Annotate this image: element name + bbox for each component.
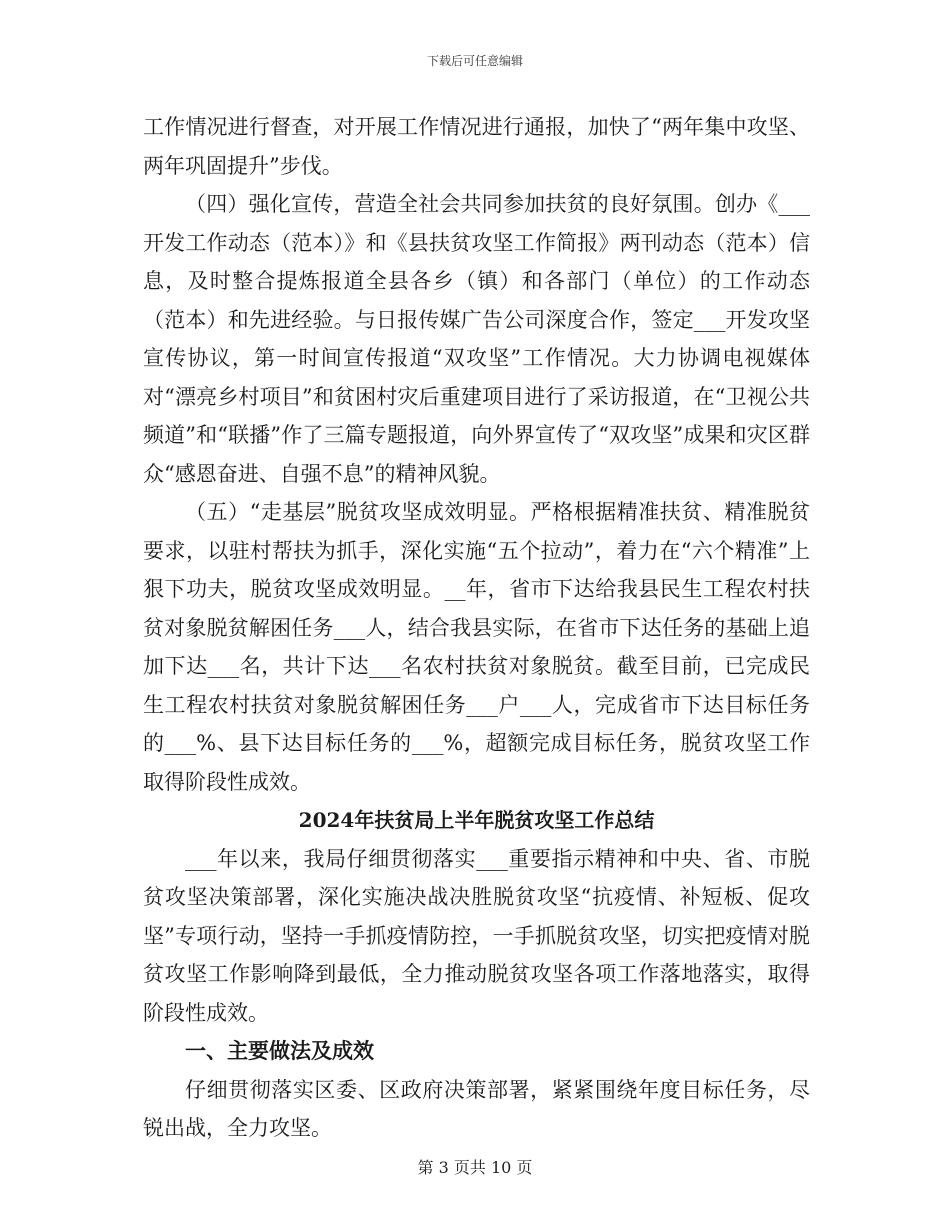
paragraph-3: （五）“走基层”脱贫攻坚成效明显。严格根据精准扶贫、精准脱贫要求，以驻村帮扶为抓手，深化实施“五个拉动”，着力在“六个精准”上狠下功夫，脱贫攻坚成效明显。__年，省市下达给我县民生工程农村扶贫对象脱贫解困任务___人，结合我县实际，在省市下达任务的基础上追加下达___名，共计下达___名农村扶贫对象脱贫。截至目前，已完成民生工程农村扶贫对象脱贫解困任务___户___人，完成省市下达目标任务的___%、县下达目标任务的___%，超额完成目标任务，脱贫攻坚工作取得阶段性成效。 bbox=[143, 500, 810, 794]
section-title: 2024年扶贫局上半年脱贫攻坚工作总结 bbox=[298, 808, 655, 832]
paragraph-2: （四）强化宣传，营造全社会共同参加扶贫的良好氛围。创办《___开发工作动态（范本）》和《县扶贫攻坚工作简报》两刊动态（范本）信息，及时整合提炼报道全县各乡（镇）和各部门（单位）的工作动态（范本）和先进经验。与日报传媒广告公司深度合作，签定___开发攻坚宣传协议，第一时间宣传报道“双攻坚”工作情况。大力协调电视媒体对“漂亮乡村项目”和贫困村灾后重建项目进行了采访报道，在“卫视公共频道”和“联播”作了三篇专题报道，向外界宣传了“双攻坚”成果和灾区群众“感恩奋进、自强不息”的精神风貌。 bbox=[143, 192, 810, 486]
paragraph-5: 仔细贯彻落实区委、区政府决策部署，紧紧围绕年度目标任务，尽锐出战，全力攻坚。 bbox=[143, 1077, 810, 1140]
section-heading: 一、主要做法及成效 bbox=[185, 1038, 374, 1063]
paragraph-1: 工作情况进行督查，对开展工作情况进行通报，加快了“两年集中攻坚、两年巩固提升”步伐。 bbox=[143, 115, 810, 178]
page-footer-number: 第 3 页共 10 页 bbox=[417, 1158, 533, 1177]
document-body bbox=[143, 108, 810, 1148]
paragraph-4: ___年以来，我局仔细贯彻落实___重要指示精神和中央、省、市脱贫攻坚决策部署，深化实施决战决胜脱贫攻坚“抗疫情、补短板、促攻坚”专项行动，坚持一手抓疫情防控，一手抓脱贫攻坚，切实把疫情对脱贫攻坚工作影响降到最低，全力推动脱贫攻坚各项工作落地落实，取得阶段性成效。 bbox=[143, 846, 810, 1025]
page-header-note: 下载后可任意编辑 bbox=[426, 54, 523, 68]
